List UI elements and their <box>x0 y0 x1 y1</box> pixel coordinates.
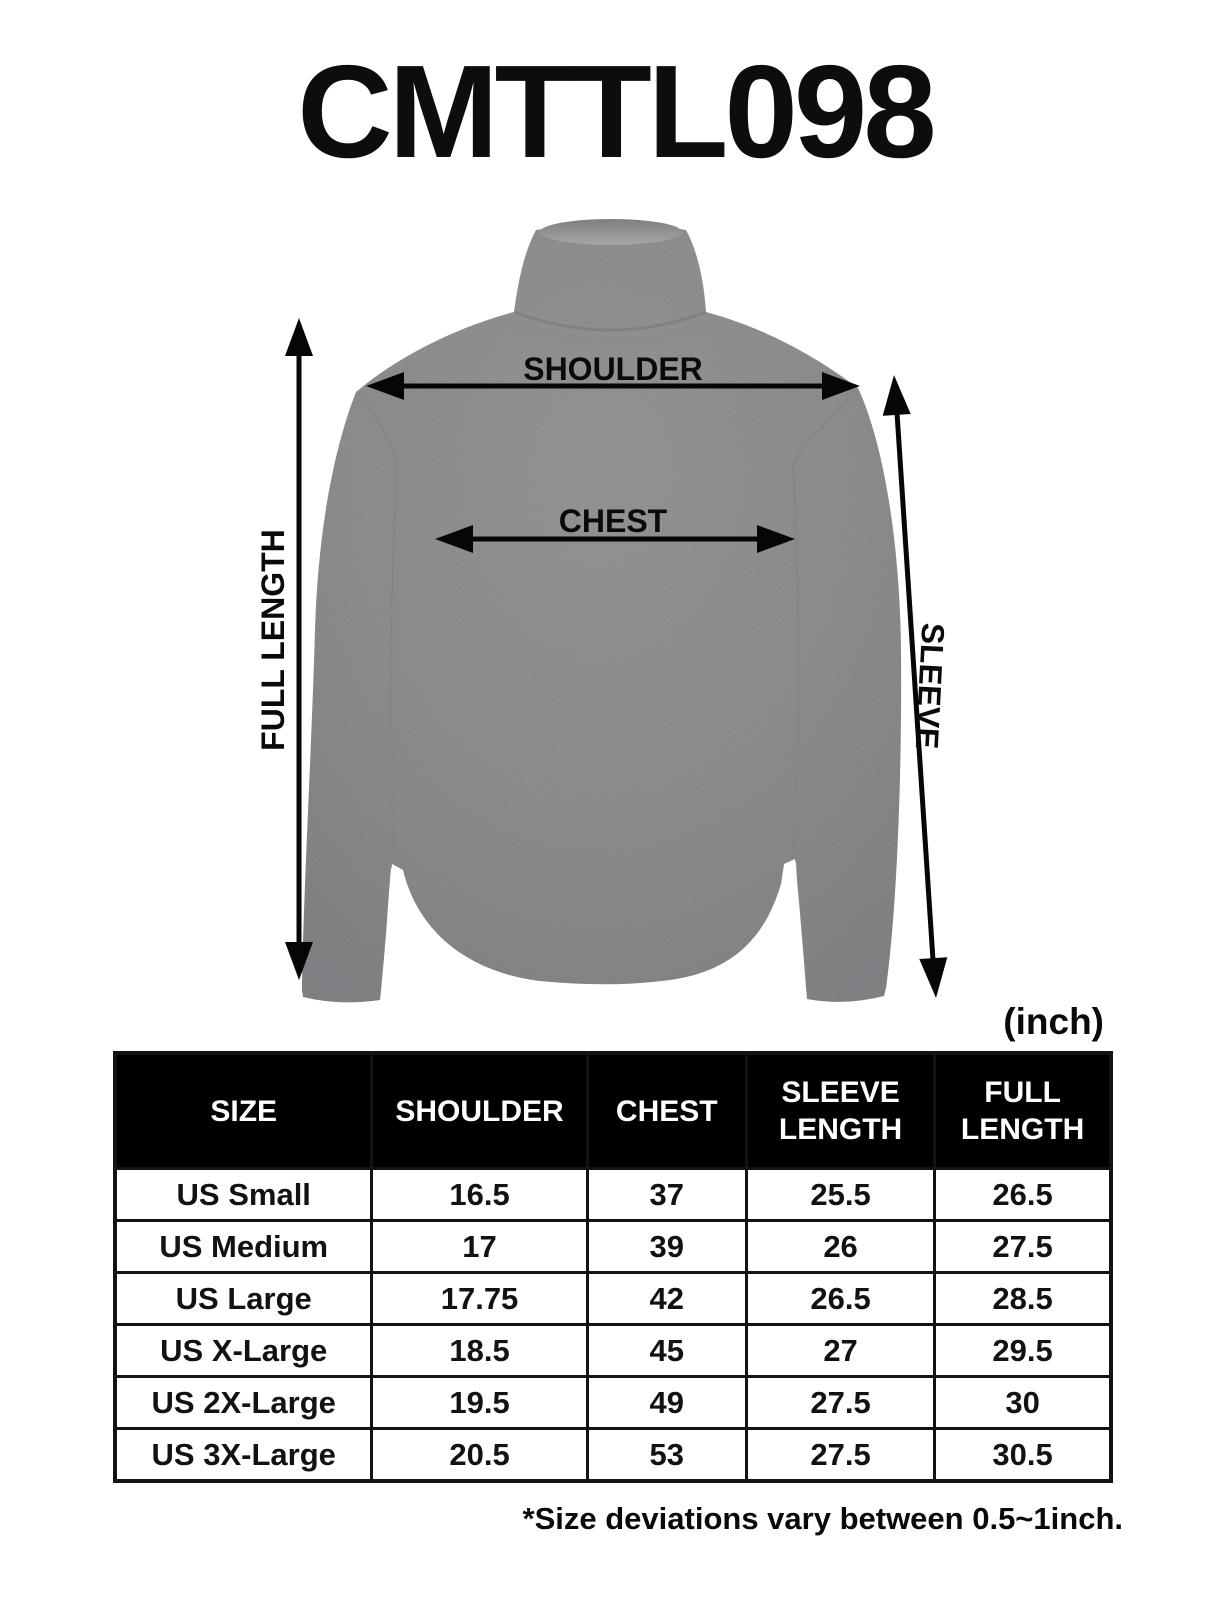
sleeve-length-cell: 27.5 <box>746 1429 934 1482</box>
sweater-silhouette <box>280 210 920 1010</box>
size-cell: US 3X-Large <box>115 1429 372 1482</box>
chest-cell: 39 <box>587 1221 746 1273</box>
unit-label: (inch) <box>1003 1001 1104 1042</box>
table-row <box>115 1377 1111 1429</box>
size-deviation-note: *Size deviations vary between 0.5~1inch. <box>522 1501 1123 1536</box>
table-row <box>115 1221 1111 1273</box>
size-cell: US 2X-Large <box>115 1377 372 1429</box>
full-length-cell: 28.5 <box>935 1273 1111 1325</box>
sleeve-label: SLEEVE <box>908 622 952 750</box>
full-length-cell: 26.5 <box>935 1169 1111 1221</box>
col-header-shoulder: SHOULDER <box>372 1053 587 1169</box>
collar-opening <box>540 219 682 245</box>
full-length-label: FULL LENGTH <box>255 529 291 751</box>
shoulder-label: SHOULDER <box>523 351 703 387</box>
chest-cell: 49 <box>587 1377 746 1429</box>
shoulder-cell: 17 <box>372 1221 587 1273</box>
chest-cell: 53 <box>587 1429 746 1482</box>
shoulder-cell: 16.5 <box>372 1169 587 1221</box>
product-code-title: CMTTL098 <box>297 38 933 185</box>
size-cell: US Small <box>115 1169 372 1221</box>
full-length-cell: 27.5 <box>935 1221 1111 1273</box>
size-cell: US Medium <box>115 1221 372 1273</box>
size-cell: US Large <box>115 1273 372 1325</box>
sleeve-length-cell: 27 <box>746 1325 934 1377</box>
table-row <box>115 1429 1111 1482</box>
table-row <box>115 1169 1111 1221</box>
table-row <box>115 1273 1111 1325</box>
table-row <box>115 1325 1111 1377</box>
full-length-cell: 29.5 <box>935 1325 1111 1377</box>
col-header-size: SIZE <box>115 1053 372 1169</box>
sleeve-length-cell: 25.5 <box>746 1169 934 1221</box>
shoulder-cell: 19.5 <box>372 1377 587 1429</box>
size-table-header-row <box>115 1053 1111 1169</box>
chest-cell: 42 <box>587 1273 746 1325</box>
sweater-illustration <box>0 200 1230 1010</box>
chest-cell: 37 <box>587 1169 746 1221</box>
full-length-cell: 30.5 <box>935 1429 1111 1482</box>
chest-label: CHEST <box>558 503 668 539</box>
chest-cell: 45 <box>587 1325 746 1377</box>
shoulder-cell: 17.75 <box>372 1273 587 1325</box>
sleeve-length-cell: 26.5 <box>746 1273 934 1325</box>
size-cell: US X-Large <box>115 1325 372 1377</box>
sleeve-length-cell: 26 <box>746 1221 934 1273</box>
col-header-chest: CHEST <box>587 1053 746 1169</box>
size-table <box>113 1051 1113 1483</box>
shoulder-cell: 18.5 <box>372 1325 587 1377</box>
col-header-full-length: FULL LENGTH <box>935 1053 1111 1169</box>
full-length-cell: 30 <box>935 1377 1111 1429</box>
shoulder-cell: 20.5 <box>372 1429 587 1482</box>
col-header-sleeve-length: SLEEVE LENGTH <box>746 1053 934 1169</box>
sleeve-length-cell: 27.5 <box>746 1377 934 1429</box>
